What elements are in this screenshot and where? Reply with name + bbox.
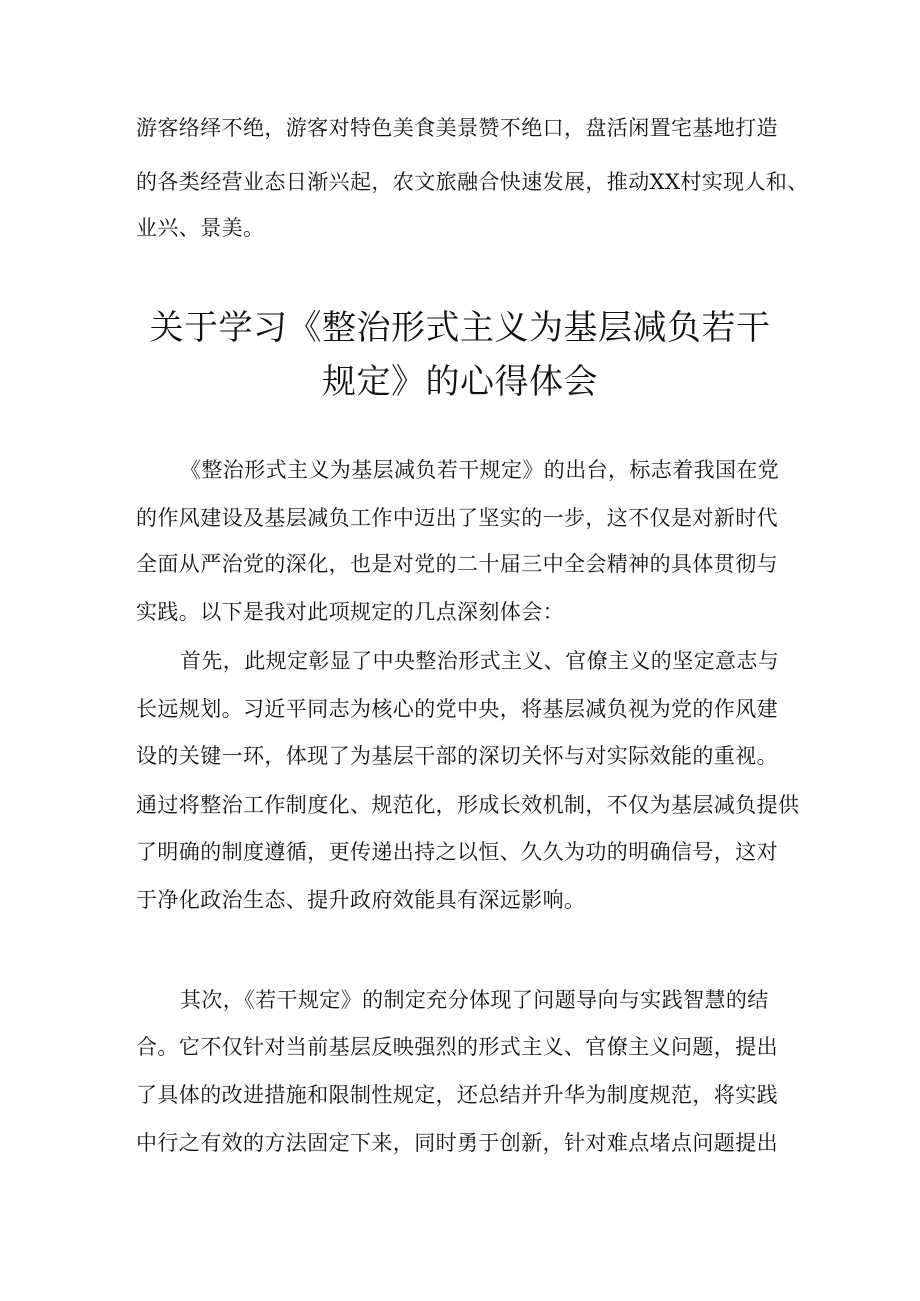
title-line-1: 关于学习《整治形式主义为基层减负若干 bbox=[149, 308, 771, 348]
paragraph-2-line-5: 了明确的制度遵循，更传递出持之以恒、久久为功的明确信号，这对 bbox=[136, 840, 778, 864]
intro-line-2: 的各类经营业态日渐兴起，农文旅融合快速发展，推动XX村实现人和、 bbox=[136, 170, 809, 194]
paragraph-2-line-3: 设的关键一环，体现了为基层干部的深切关怀与对实际效能的重视。 bbox=[136, 744, 778, 768]
paragraph-3-line-4: 中行之有效的方法固定下来，同时勇于创新，针对难点堵点问题提出 bbox=[136, 1131, 778, 1155]
paragraph-2-line-1: 首先，此规定彰显了中央整治形式主义、官僚主义的坚定意志与 bbox=[180, 649, 780, 673]
paragraph-3-line-3: 了具体的改进措施和限制性规定，还总结并升华为制度规范，将实践 bbox=[136, 1083, 778, 1107]
paragraph-1-line-4: 实践。以下是我对此项规定的几点深刻体会： bbox=[136, 600, 564, 624]
paragraph-2-line-4: 通过将整治工作制度化、规范化，形成长效机制，不仅为基层减负提供 bbox=[136, 793, 800, 817]
title-line-2: 规定》的心得体会 bbox=[322, 362, 598, 402]
intro-line-3: 业兴、景美。 bbox=[136, 216, 265, 240]
paragraph-1-line-2: 的作风建设及基层减负工作中迈出了坚实的一步，这不仅是对新时代 bbox=[136, 506, 778, 530]
paragraph-1-line-1: 《整治形式主义为基层减负若干规定》的出台，标志着我国在党 bbox=[180, 458, 780, 482]
paragraph-1-line-3: 全面从严治党的深化，也是对党的二十届三中全会精神的具体贯彻与 bbox=[136, 552, 778, 576]
paragraph-3-line-1: 其次，《若干规定》的制定充分体现了问题导向与实践智慧的结 bbox=[180, 988, 769, 1012]
paragraph-2-line-6: 于净化政治生态、提升政府效能具有深远影响。 bbox=[136, 888, 586, 912]
paragraph-3-line-2: 合。它不仅针对当前基层反映强烈的形式主义、官僚主义问题，提出 bbox=[136, 1035, 778, 1059]
intro-line-1: 游客络绎不绝，游客对特色美食美景赞不绝口，盘活闲置宅基地打造 bbox=[136, 116, 778, 140]
paragraph-2-line-2: 长远规划。习近平同志为核心的党中央，将基层减负视为党的作风建 bbox=[136, 697, 778, 721]
